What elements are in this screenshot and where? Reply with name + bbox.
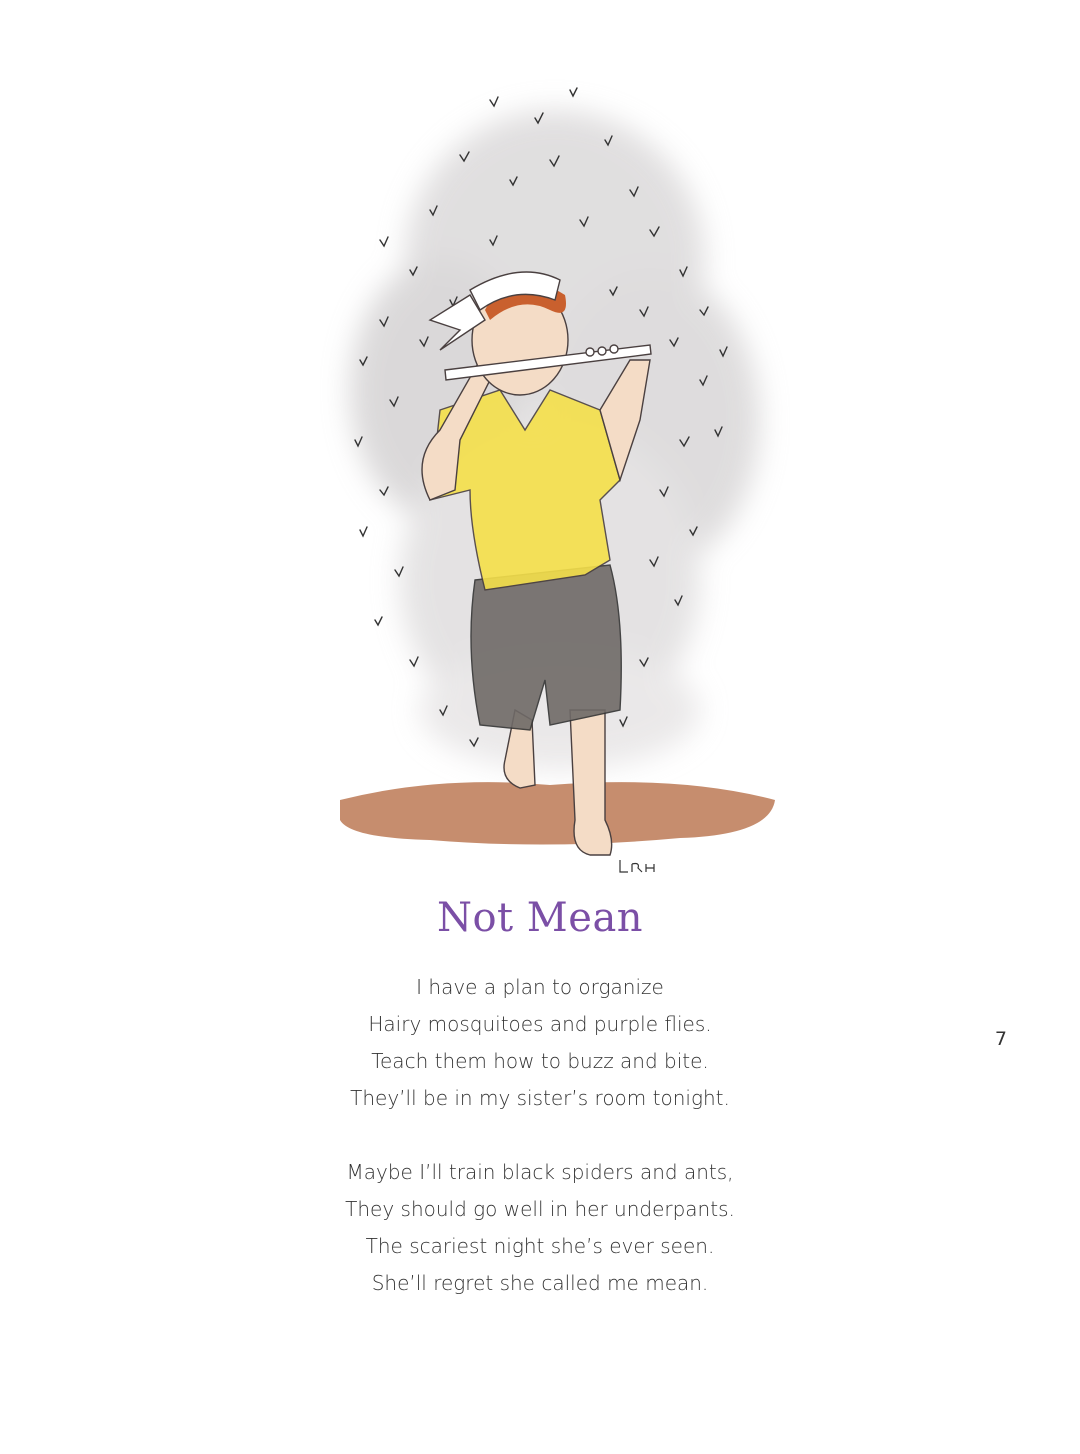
poem-line: Hairy mosquitoes and purple flies. xyxy=(368,1012,712,1036)
poem-stanza-1 xyxy=(0,969,1080,1117)
ground xyxy=(340,782,775,844)
poem-line: They should go well in her underpants. xyxy=(345,1197,735,1221)
poem-title: Not Mean xyxy=(436,895,644,941)
poem-line: The scariest night she’s ever seen. xyxy=(365,1234,715,1258)
poem-line: She’ll regret she called me mean. xyxy=(371,1271,709,1295)
poem-stanza-2 xyxy=(0,1154,1080,1302)
poem-illustration xyxy=(320,60,790,890)
poem-line: Teach them how to buzz and bite. xyxy=(371,1049,709,1073)
artist-signature xyxy=(620,860,654,872)
boy-with-flute-illustration xyxy=(320,60,790,890)
poem-line: They’ll be in my sister’s room tonight. xyxy=(350,1086,730,1110)
poem-line: I have a plan to organize xyxy=(416,975,664,999)
poem-line: Maybe I’ll train black spiders and ants, xyxy=(346,1160,734,1184)
page-number: 7 xyxy=(994,1028,1007,1050)
